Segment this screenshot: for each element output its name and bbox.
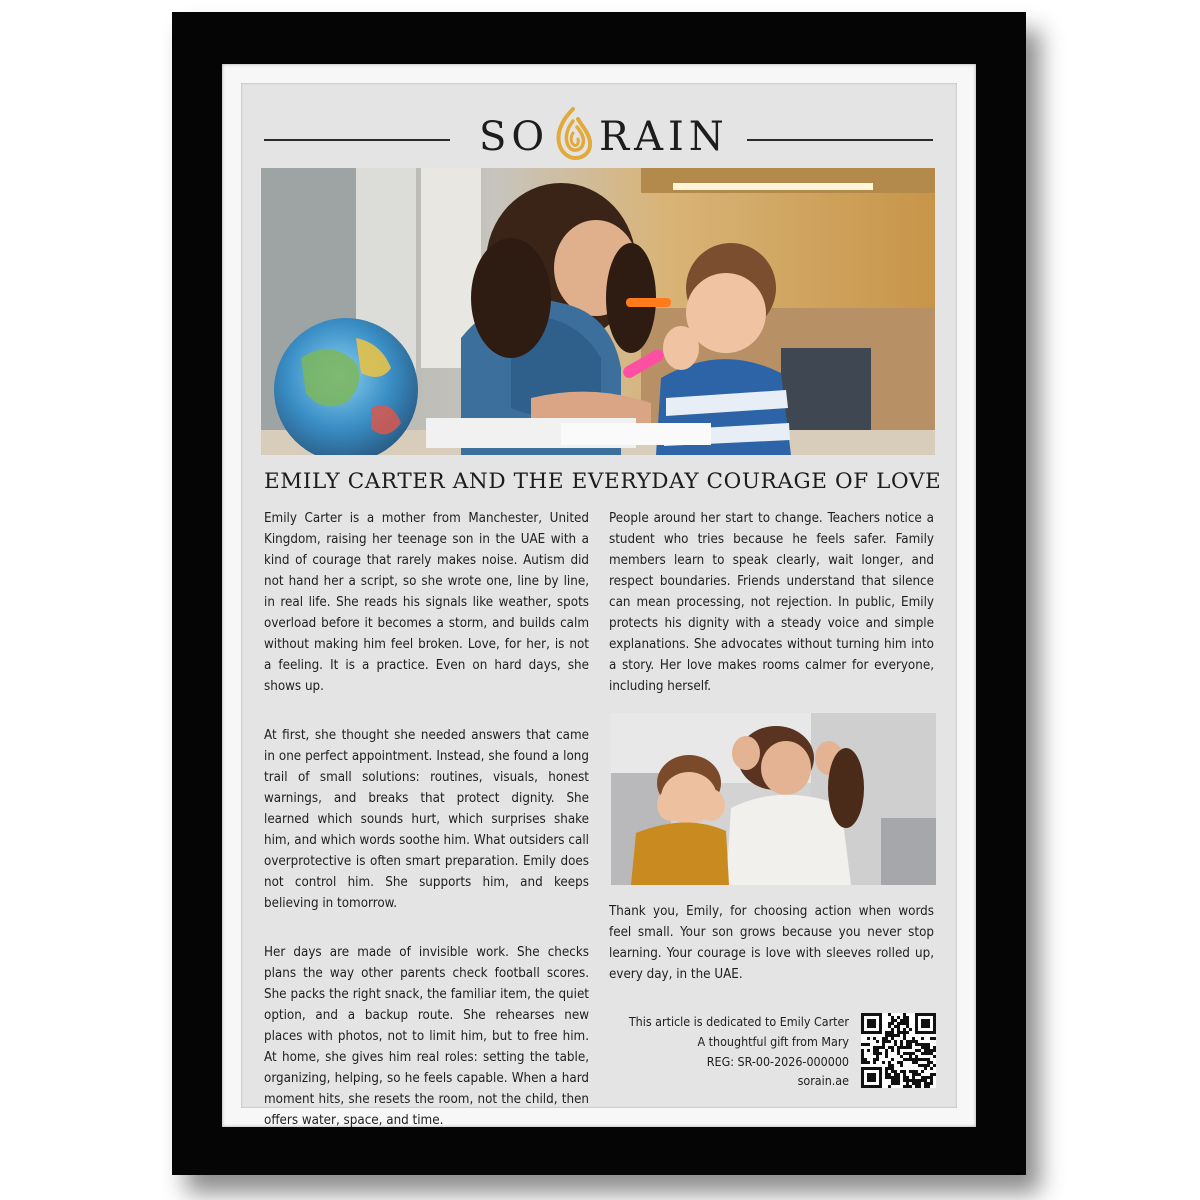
thank-you-paragraph: Thank you, Emily, for choosing action when words feel small. Your son grows because you never stop learning. Your courage is love with sleeves rolled up, every day, in the UAE. <box>609 904 934 982</box>
paragraph: At first, she thought she needed answers that came in one perfect appointment. Instead, she found a long trail of small solutions: routines, visuals, honest warnings, and breaks that protect dignity. She learned which sounds hurt, which surprises shake him, and which words soothe him. What outsiders call overprotective is often smart preparation. Emily does not control him. She supports him, and keeps believing in tomorrow. <box>264 728 589 911</box>
flame-drop-icon <box>551 105 595 161</box>
frame-mat <box>222 64 976 1127</box>
brand-logo <box>471 105 731 161</box>
right-column <box>609 508 934 985</box>
header-rule-left <box>264 139 450 141</box>
paragraph: People around her start to change. Teachers notice a student who tries because he feels safer. Family members learn to speak clearly, wait longer, and respect boundaries. Friends understand that silence can mean processing, not rejection. In public, Emily protects his dignity with a steady voice and simple explanations. She advocates without turning him into a story. Her love makes rooms calmer for everyone, including herself. <box>609 511 934 694</box>
brand-word-2: RAIN <box>599 114 729 160</box>
registration-number: REG: SR-00-2026-000000 <box>706 1053 849 1069</box>
mother-and-son-playing-photo <box>611 713 936 885</box>
paragraph: Her days are made of invisible work. She checks plans the way other parents check football scores. She packs the right snack, the familiar item, the quiet option, and a backup route. She rehearses new places with photos, not to limit him, but to free him. At home, she gives him real roles: setting the table, organizing, helping, so he feels capable. When a hard moment hits, she resets the room, not the child, then offers water, space, and time. <box>264 945 589 1128</box>
qr-code-icon[interactable] <box>861 1013 936 1088</box>
header-rule-right <box>747 139 933 141</box>
qr-code-graphic <box>861 1013 936 1088</box>
mother-and-son-laughing-photo <box>261 168 935 455</box>
hero-photo <box>261 168 935 455</box>
paragraph: Emily Carter is a mother from Manchester, United Kingdom, raising her teenage son in the UAE with a kind of courage that rarely makes noise. Autism did not hand her a script, so she wrote one, line by line, in real life. She reads his signals like weather, spots overload before it becomes a storm, and builds calm without making him feel broken. Love, for her, is not a feeling. It is a practice. Even on hard days, she shows up. <box>264 511 589 694</box>
dedication-line: This article is dedicated to Emily Carter <box>628 1014 849 1029</box>
picture-frame <box>172 12 1026 1175</box>
article-headline: EMILY CARTER AND THE EVERYDAY COURAGE OF LOVE <box>264 469 942 494</box>
article-print <box>241 83 957 1128</box>
left-column <box>264 508 589 1131</box>
brand-word-1: SO <box>479 114 550 160</box>
website-link[interactable]: sorain.ae <box>797 1073 849 1089</box>
secondary-photo <box>611 713 936 885</box>
dedication-block <box>571 1012 849 1091</box>
gift-line: A thoughtful gift from Mary <box>697 1033 849 1049</box>
